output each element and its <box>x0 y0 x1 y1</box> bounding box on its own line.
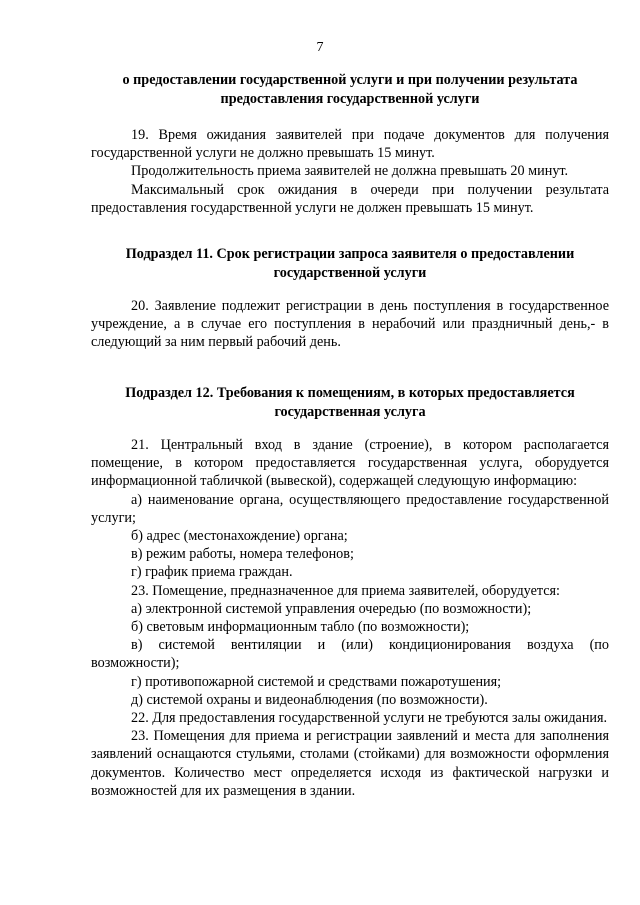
list-item-a-name: а) наименование органа, осуществляющего предоставление государственной услуги; <box>91 491 609 526</box>
section-3 <box>91 384 609 421</box>
paragraph-19: 19. Время ожидания заявителей при подаче документов для получения государственной услуги не должно превышать 15 минут. <box>91 127 609 162</box>
section-2-heading: Подраздел 11. Срок регистрации запроса заявителя о предоставлении государственной услуги <box>125 246 575 281</box>
paragraph-23-rooms: 23. Помещения для приема и регистрации заявлений и места для заполнения заявлений оснащаются стульями, столами (стойками) для возможности оформления документов. Количество мест определяется исходя из фактической нагрузки и возможностей для их размещения в здании. <box>91 728 609 799</box>
section-3-heading: Подраздел 12. Требования к помещениям, в которых предоставляется государственная услуга <box>125 385 575 420</box>
paragraph-20: 20. Заявление подлежит регистрации в день поступления в государственное учреждение, а в случае его поступления в нерабочий или праздничный день,- в следующий за ним первый рабочий день. <box>91 298 609 351</box>
section-2 <box>91 245 609 282</box>
paragraph-23-equipment: 23. Помещение, предназначенное для приема заявителей, оборудуется: <box>131 582 561 599</box>
section-1-heading: о предоставлении государственной услуги и при получении результата предоставления государственной услуги <box>122 72 578 107</box>
paragraph-duration: Продолжительность приема заявителей не должна превышать 20 минут. <box>131 163 569 180</box>
page-number: 7 <box>316 40 324 55</box>
section-3-body <box>91 436 609 800</box>
list-item-a-queue: а) электронной системой управления очередью (по возможности); <box>131 600 532 617</box>
section-2-body <box>91 297 609 352</box>
list-item-c-ventilation: в) системой вентиляции и (или) кондиционирования воздуха (по возможности); <box>91 637 609 672</box>
section-1-body <box>91 126 609 217</box>
list-item-c-hours: в) режим работы, номера телефонов; <box>131 546 354 563</box>
paragraph-max-wait: Максимальный срок ожидания в очереди при получении результата предоставления государственной услуги не должен превышать 15 минут. <box>91 181 609 216</box>
list-item-b-display: б) световым информационным табло (по возможности); <box>131 619 470 636</box>
list-item-d-fire: г) противопожарной системой и средствами пожаротушения; <box>131 673 502 690</box>
paragraph-22: 22. Для предоставления государственной услуги не требуются залы ожидания. <box>131 710 608 727</box>
paragraph-21: 21. Центральный вход в здание (строение), в котором располагается помещение, в котором предоставляется государственная услуга, оборудуется информационной табличкой (вывеской), содержащей следующую информацию: <box>91 437 609 490</box>
list-item-d-schedule: г) график приема граждан. <box>131 564 293 581</box>
section-1 <box>91 71 609 108</box>
list-item-b-address: б) адрес (местонахождение) органа; <box>131 528 348 545</box>
list-item-e-security: д) системой охраны и видеонаблюдения (по возможности). <box>131 691 488 708</box>
